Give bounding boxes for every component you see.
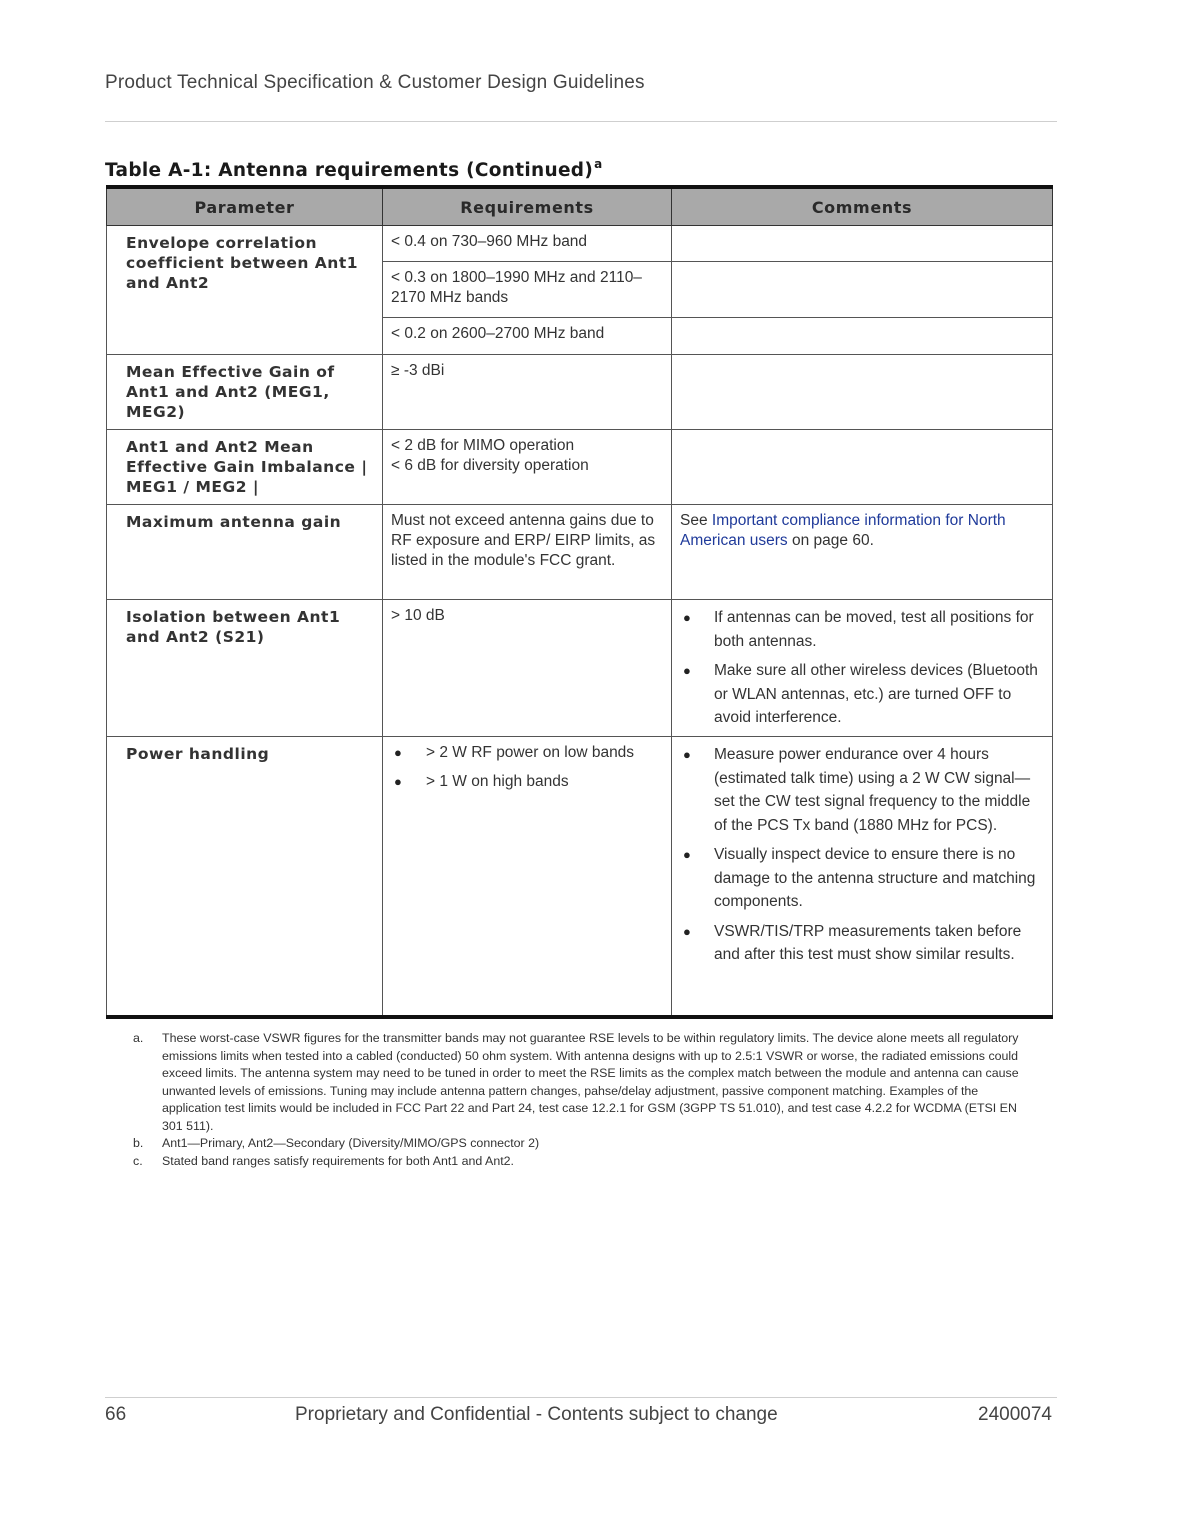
bullet-icon: ●: [394, 745, 402, 760]
table-title-footnote-mark: a: [594, 157, 603, 171]
table-row: [107, 737, 1053, 1017]
comment-cell-empty: [672, 355, 1053, 430]
footnote-text: These worst-case VSWR figures for the transmitter bands may not guarantee RSE levels to be within regulatory limits. The device alone meets all regulatory emissions limits when tested into a cabled (conducted) 50 ohm system. With antenna designs with up to 2.5:1 VSWR or worse, the radiated emissions could exceed limits. The antenna system may need to be tuned in order to meet the RSE limits as the complex match between the module and antenna can cause unwanted levels of emissions. Tuning may include antenna pattern changes, pahse/delay adjustment, passive component matching. Examples of the application test limits would be included in FCC Part 22 and Part 24, test case 12.2.1 for GSM (3GPP TS 51.010), and test case 4.2.2 for WCDMA (ETSI EN 301 511).: [162, 1031, 1019, 1133]
comment-cell-empty: [672, 226, 1053, 262]
compliance-info-link[interactable]: Important compliance information for North American users: [680, 512, 1006, 549]
bullet-icon: ●: [394, 774, 402, 789]
comment-suffix: on page 60.: [787, 532, 874, 549]
bullet-item: [680, 743, 1044, 837]
column-header-requirements: Requirements: [383, 187, 672, 226]
requirement-cell: > 10 dB: [383, 600, 672, 737]
footnote-text: Stated band ranges satisfy requirements for both Ant1 and Ant2.: [162, 1153, 514, 1168]
table-row: [107, 226, 1053, 262]
bullet-text: > 2 W RF power on low bands: [426, 744, 635, 761]
param-isolation: Isolation between Ant1 and Ant2 (S21): [107, 600, 383, 737]
comment-cell-empty: [672, 318, 1053, 355]
table-row: [107, 430, 1053, 505]
comment-cell: [672, 737, 1053, 1017]
bullet-icon: ●: [683, 847, 691, 862]
bullet-item: [680, 659, 1044, 730]
requirement-cell: < 0.3 on 1800–1990 MHz and 2110–2170 MHz bands: [383, 262, 672, 318]
footnote: [133, 1153, 1023, 1171]
bullet-text: Visually inspect device to ensure there is no damage to the antenna structure and matching components.: [714, 846, 1036, 910]
table-title: [105, 157, 603, 181]
bullet-text: If antennas can be moved, test all positions for both antennas.: [714, 609, 1034, 650]
bullet-icon: ●: [683, 747, 691, 762]
comment-prefix: See: [680, 512, 712, 529]
document-number: 2400074: [978, 1404, 1052, 1425]
footnote: [133, 1030, 1023, 1135]
requirement-cell: [383, 737, 672, 1017]
bullet-item: [680, 606, 1044, 653]
requirement-cell: [383, 430, 672, 505]
table-title-text: Table A-1: Antenna requirements (Continued): [105, 160, 594, 181]
requirement-cell: ≥ -3 dBi: [383, 355, 672, 430]
comment-cell: [672, 505, 1053, 600]
requirement-cell: < 0.2 on 2600–2700 MHz band: [383, 318, 672, 355]
param-power-handling: Power handling: [107, 737, 383, 1017]
bullet-item: [680, 920, 1044, 967]
antenna-requirements-table: [106, 185, 1053, 1019]
param-mean-effective-gain: Mean Effective Gain of Ant1 and Ant2 (MEG1, MEG2): [107, 355, 383, 430]
table-header-row: [107, 187, 1053, 226]
bullet-text: Measure power endurance over 4 hours (estimated talk time) using a 2 W CW signal—set the CW test signal frequency to the middle of the PCS Tx band (1880 MHz for PCS).: [714, 746, 1031, 834]
requirement-line: < 2 dB for MIMO operation: [391, 437, 575, 454]
param-gain-imbalance: Ant1 and Ant2 Mean Effective Gain Imbalance | MEG1 / MEG2 |: [107, 430, 383, 505]
comment-cell: [672, 600, 1053, 737]
bullet-text: VSWR/TIS/TRP measurements taken before and after this test must show similar results.: [714, 922, 1022, 963]
footnote-label: b.: [133, 1136, 144, 1150]
bullet-icon: ●: [683, 923, 691, 939]
param-envelope-correlation: Envelope correlation coefficient between Ant1 and Ant2: [107, 226, 383, 355]
table-footnotes: [133, 1030, 1023, 1170]
table-row: [107, 355, 1053, 430]
bullet-item: [391, 743, 665, 763]
bullet-text: > 1 W on high bands: [426, 773, 569, 790]
bullet-item: [680, 843, 1044, 914]
column-header-comments: Comments: [672, 187, 1053, 226]
comment-cell-empty: [672, 430, 1053, 505]
footnote-label: a.: [133, 1031, 144, 1045]
footer-confidential-text: Proprietary and Confidential - Contents subject to change: [295, 1404, 778, 1425]
bullet-item: [391, 772, 665, 792]
page-number: 66: [105, 1404, 127, 1425]
bullet-icon: ●: [683, 610, 691, 625]
column-header-parameter: Parameter: [107, 187, 383, 226]
param-maximum-antenna-gain: Maximum antenna gain: [107, 505, 383, 600]
footnote-text: Ant1—Primary, Ant2—Secondary (Diversity/MIMO/GPS connector 2): [162, 1136, 540, 1150]
requirement-cell: Must not exceed antenna gains due to RF exposure and ERP/ EIRP limits, as listed in the module's FCC grant.: [383, 505, 672, 600]
page-header-title: Product Technical Specification & Customer Design Guidelines: [105, 72, 645, 93]
bullet-icon: ●: [683, 663, 691, 678]
footer-divider: [105, 1397, 1057, 1398]
comment-cell-empty: [672, 262, 1053, 318]
table-row: [107, 600, 1053, 737]
footnote: [133, 1135, 1023, 1153]
header-divider: [105, 121, 1057, 122]
requirement-cell: < 0.4 on 730–960 MHz band: [383, 226, 672, 262]
requirement-line: < 6 dB for diversity operation: [391, 457, 589, 474]
table-row: [107, 505, 1053, 600]
footnote-label: c.: [133, 1153, 143, 1168]
bullet-text: Make sure all other wireless devices (Bluetooth or WLAN antennas, etc.) are turned OFF to avoid interference.: [714, 662, 1038, 726]
